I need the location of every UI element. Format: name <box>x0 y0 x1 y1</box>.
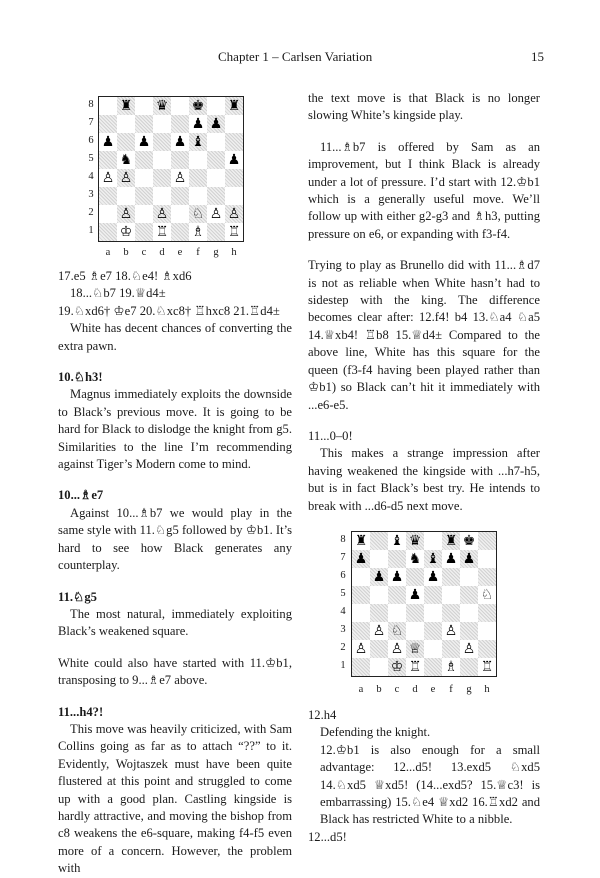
square-e6 <box>424 568 442 586</box>
square-b5 <box>370 586 388 604</box>
file-label: c <box>394 683 400 695</box>
main-move: 11.♘g5 <box>58 589 97 604</box>
square-e2 <box>171 205 189 223</box>
square-f1 <box>442 658 460 676</box>
square-h3 <box>225 187 243 205</box>
square-f4 <box>442 604 460 622</box>
square-g4 <box>207 169 225 187</box>
square-b3 <box>117 187 135 205</box>
square-f3 <box>442 622 460 640</box>
chess-piece: ♙ <box>227 206 241 222</box>
file-labels <box>352 683 496 697</box>
square-b7 <box>370 550 388 568</box>
square-a7 <box>99 115 117 133</box>
rank-label: 2 <box>88 207 94 218</box>
paragraph: The most natural, immediately exploiting Black’s weakened square. <box>58 606 292 639</box>
paragraph: White has decent chances of converting the extra pawn. <box>58 321 292 353</box>
file-label: b <box>376 683 382 695</box>
chess-piece: ♟ <box>444 550 458 567</box>
chess-piece: ♟ <box>173 134 187 150</box>
chess-piece: ♖ <box>155 224 169 240</box>
file-label: d <box>159 247 165 258</box>
file-label: h <box>484 683 490 695</box>
square-h4 <box>478 604 496 622</box>
file-label: f <box>449 683 453 695</box>
square-c4 <box>388 604 406 622</box>
rank-labels <box>338 531 348 675</box>
square-c8 <box>135 97 153 115</box>
chess-piece: ♘ <box>480 586 494 603</box>
square-c6 <box>135 133 153 151</box>
chess-piece: ♟ <box>408 586 422 603</box>
square-g5 <box>460 586 478 604</box>
main-move: 12...d5! <box>308 829 347 844</box>
square-e7 <box>424 550 442 568</box>
rank-label: 8 <box>340 533 346 545</box>
chess-piece: ♛ <box>155 98 169 114</box>
square-a8 <box>99 97 117 115</box>
square-d2 <box>406 640 424 658</box>
chess-piece: ♜ <box>354 532 368 549</box>
square-c8 <box>388 532 406 550</box>
chessboard <box>98 96 244 242</box>
square-g8 <box>460 532 478 550</box>
square-a7 <box>352 550 370 568</box>
paragraph: Defending the knight. <box>320 725 431 740</box>
chess-piece: ♕ <box>408 640 422 657</box>
square-h1 <box>225 223 243 241</box>
square-d5 <box>406 586 424 604</box>
file-label: d <box>412 683 418 695</box>
right-column <box>308 90 540 846</box>
square-c3 <box>388 622 406 640</box>
paragraph: This move was heavily criticized, with Sam Collins going as far as to attach “??” to it. Evidently, Wojtaszek must have been quite flustered at this point and struggled to come up with a good plan. Castling kingside is hardly attractive, and moving the bishop from c8 weakens the e6-square, making f4-f5 even more of a concern. However, the problem with <box>58 721 292 876</box>
chess-piece: ♟ <box>372 568 386 585</box>
chess-piece: ♗ <box>444 658 458 675</box>
square-e8 <box>424 532 442 550</box>
square-d4 <box>153 169 171 187</box>
square-d1 <box>406 658 424 676</box>
chess-piece: ♙ <box>119 206 133 222</box>
left-column <box>58 90 292 878</box>
chess-piece: ♟ <box>390 568 404 585</box>
square-d7 <box>153 115 171 133</box>
square-f6 <box>442 568 460 586</box>
square-b1 <box>117 223 135 241</box>
square-f3 <box>189 187 207 205</box>
chess-piece: ♙ <box>101 170 115 186</box>
square-d1 <box>153 223 171 241</box>
file-label: a <box>105 247 111 258</box>
square-e1 <box>171 223 189 241</box>
square-h3 <box>478 622 496 640</box>
chess-piece: ♚ <box>191 98 205 114</box>
square-a8 <box>352 532 370 550</box>
square-f4 <box>189 169 207 187</box>
square-d8 <box>153 97 171 115</box>
paragraph: Trying to play as Brunello did with 11...♗d7 is not as reliable when White hasn’t had to sidestep with the king. The difference becomes clear after: 12.f4! b4 13.♘a4 ♘a5 14.♕xb4! ♖b8 15.♕d4± Compared to the above line, White has this square for the queen (f3-f4 having been played rather than ♔b1) so Black can’t hit it immediately with ...e6-e5. <box>308 258 540 412</box>
square-b8 <box>370 532 388 550</box>
chess-piece: ♝ <box>390 532 404 549</box>
chess-diagram-2 <box>308 515 540 707</box>
chess-piece: ♘ <box>390 622 404 639</box>
chess-piece: ♘ <box>191 206 205 222</box>
rank-label: 7 <box>88 117 94 128</box>
chess-piece: ♙ <box>390 640 404 657</box>
chapter-title: Chapter 1 – Carlsen Variation <box>218 49 373 64</box>
square-a2 <box>99 205 117 223</box>
square-c2 <box>135 205 153 223</box>
square-d2 <box>153 205 171 223</box>
chess-piece: ♖ <box>480 658 494 675</box>
square-b2 <box>370 640 388 658</box>
chess-piece: ♜ <box>119 98 133 114</box>
rank-labels <box>86 96 96 240</box>
square-b2 <box>117 205 135 223</box>
square-f2 <box>442 640 460 658</box>
square-h6 <box>225 133 243 151</box>
file-label: e <box>430 683 436 695</box>
square-h5 <box>478 586 496 604</box>
square-a5 <box>352 586 370 604</box>
file-label: g <box>466 683 472 695</box>
file-label: e <box>177 247 183 258</box>
square-f8 <box>189 97 207 115</box>
paragraph: 11...♗b7 is offered by Sam as an improvement, but I think Black is already under a lot of pressure. I’d start with 12.♔b1 which is a generally useful move. We’ll follow up with either g2-g3 and ♗h3, putting pressure on e6, or expanding with f3-f4. <box>308 139 540 241</box>
paragraph: Against 10...♗b7 we would play in the same style with 11.♘g5 followed by ♔b1. It’s hard to see how Black generates any counterplay. <box>58 505 292 573</box>
rank-label: 4 <box>88 171 94 182</box>
square-b1 <box>370 658 388 676</box>
square-b8 <box>117 97 135 115</box>
square-a1 <box>352 658 370 676</box>
square-d5 <box>153 151 171 169</box>
square-d6 <box>406 568 424 586</box>
page-header <box>60 48 544 68</box>
chess-piece: ♖ <box>408 658 422 675</box>
chess-piece: ♞ <box>119 152 133 168</box>
main-move: 11...h4?! <box>58 704 104 719</box>
chess-piece: ♙ <box>444 622 458 639</box>
move-line: 18...♘b7 19.♕d4± <box>70 286 166 301</box>
square-a2 <box>352 640 370 658</box>
rank-label: 7 <box>340 551 346 563</box>
move-line: 17.e5 ♗e7 18.♘e4! ♗xd6 <box>58 269 192 283</box>
chess-piece: ♟ <box>354 550 368 567</box>
square-g6 <box>207 133 225 151</box>
square-g8 <box>207 97 225 115</box>
main-move: 11...0–0! <box>308 428 353 443</box>
chess-piece: ♟ <box>209 116 223 132</box>
chess-diagram-1 <box>58 90 292 268</box>
square-c4 <box>135 169 153 187</box>
chess-piece: ♟ <box>101 134 115 150</box>
square-f5 <box>442 586 460 604</box>
square-c1 <box>135 223 153 241</box>
square-f8 <box>442 532 460 550</box>
chess-piece: ♜ <box>444 532 458 549</box>
chess-piece: ♙ <box>354 640 368 657</box>
chess-piece: ♙ <box>372 622 386 639</box>
chess-piece: ♛ <box>408 532 422 549</box>
file-label: c <box>141 247 147 258</box>
square-g1 <box>207 223 225 241</box>
square-a3 <box>99 187 117 205</box>
chess-piece: ♙ <box>173 170 187 186</box>
chess-piece: ♟ <box>191 116 205 132</box>
paragraph: This makes a strange impression after having weakened the kingside with ...h7-h5, but is in fact Black’s best try. He intends to break with ...d6-d5 next move. <box>308 446 540 513</box>
chess-piece: ♔ <box>119 224 133 240</box>
chess-piece: ♟ <box>137 134 151 150</box>
square-g3 <box>207 187 225 205</box>
square-f1 <box>189 223 207 241</box>
square-c3 <box>135 187 153 205</box>
square-c1 <box>388 658 406 676</box>
square-b7 <box>117 115 135 133</box>
square-h1 <box>478 658 496 676</box>
square-e8 <box>171 97 189 115</box>
square-c7 <box>135 115 153 133</box>
rank-label: 2 <box>340 641 346 653</box>
move-line: 19.♘xd6† ♔e7 20.♘xc8† ♖hxc8 21.♖d4± <box>58 303 280 318</box>
square-d3 <box>406 622 424 640</box>
square-g7 <box>460 550 478 568</box>
chess-piece: ♗ <box>191 224 205 240</box>
square-f7 <box>442 550 460 568</box>
square-a1 <box>99 223 117 241</box>
square-d6 <box>153 133 171 151</box>
chessboard <box>351 531 497 677</box>
chess-piece: ♟ <box>426 568 440 585</box>
chess-piece: ♖ <box>227 224 241 240</box>
square-a3 <box>352 622 370 640</box>
main-move: 10...♗e7 <box>58 488 104 503</box>
square-h8 <box>478 532 496 550</box>
square-b3 <box>370 622 388 640</box>
rank-label: 8 <box>88 99 94 110</box>
square-c2 <box>388 640 406 658</box>
rank-label: 6 <box>88 135 94 146</box>
square-c6 <box>388 568 406 586</box>
main-move: 12.h4 <box>308 707 337 722</box>
square-e3 <box>171 187 189 205</box>
square-c5 <box>388 586 406 604</box>
file-label: b <box>123 247 129 258</box>
square-h2 <box>225 205 243 223</box>
square-e4 <box>171 169 189 187</box>
square-h2 <box>478 640 496 658</box>
chess-piece: ♟ <box>462 550 476 567</box>
square-d4 <box>406 604 424 622</box>
square-h4 <box>225 169 243 187</box>
paragraph: 12.♔b1 is also enough for a small advantage: 12...d5! 13.exd5 ♘xd5 14.♘xd5 ♕xd5! (14...exd5? 15.♕c3! is embarrassing) 15.♘e4 ♕xd2 16.♖xd2 and Black has restricted White to a nibble. <box>320 742 540 827</box>
square-b6 <box>117 133 135 151</box>
paragraph: the text move is that Black is no longer slowing White’s kingside play. <box>308 91 540 123</box>
square-g4 <box>460 604 478 622</box>
chess-piece: ♚ <box>462 532 476 549</box>
square-h5 <box>225 151 243 169</box>
square-e7 <box>171 115 189 133</box>
square-c5 <box>135 151 153 169</box>
square-h7 <box>225 115 243 133</box>
square-b4 <box>370 604 388 622</box>
file-label: g <box>213 247 219 258</box>
file-label: h <box>231 247 237 258</box>
square-e5 <box>424 586 442 604</box>
file-label: f <box>196 247 200 258</box>
square-f6 <box>189 133 207 151</box>
chess-piece: ♟ <box>227 152 241 168</box>
square-e6 <box>171 133 189 151</box>
square-h7 <box>478 550 496 568</box>
chess-piece: ♙ <box>119 170 133 186</box>
square-e4 <box>424 604 442 622</box>
square-e3 <box>424 622 442 640</box>
rank-label: 5 <box>340 587 346 599</box>
square-g7 <box>207 115 225 133</box>
square-f7 <box>189 115 207 133</box>
square-b4 <box>117 169 135 187</box>
chess-piece: ♜ <box>227 98 241 114</box>
rank-label: 4 <box>340 605 346 617</box>
square-g3 <box>460 622 478 640</box>
square-g6 <box>460 568 478 586</box>
file-label: a <box>358 683 364 695</box>
square-d3 <box>153 187 171 205</box>
chess-piece: ♞ <box>408 550 422 567</box>
chess-piece: ♔ <box>390 658 404 675</box>
square-b6 <box>370 568 388 586</box>
square-b5 <box>117 151 135 169</box>
rank-label: 3 <box>88 189 94 200</box>
square-a4 <box>99 169 117 187</box>
square-g2 <box>460 640 478 658</box>
file-labels <box>99 246 243 260</box>
square-e5 <box>171 151 189 169</box>
paragraph: Magnus immediately exploits the downside to Black’s previous move. It is going to be hard for Black to dislodge the knight from g5. Similarities to the line I’m recommending against Tiger’s Modern come to mind. <box>58 387 292 472</box>
square-e1 <box>424 658 442 676</box>
square-d7 <box>406 550 424 568</box>
square-h6 <box>478 568 496 586</box>
rank-label: 3 <box>340 623 346 635</box>
chess-piece: ♙ <box>209 206 223 222</box>
square-f2 <box>189 205 207 223</box>
chess-piece: ♝ <box>426 550 440 567</box>
square-h8 <box>225 97 243 115</box>
rank-label: 1 <box>340 659 346 671</box>
paragraph: White could also have started with 11.♔b1, transposing to 9...♗e7 above. <box>58 655 292 688</box>
square-g5 <box>207 151 225 169</box>
square-e2 <box>424 640 442 658</box>
square-a4 <box>352 604 370 622</box>
square-g1 <box>460 658 478 676</box>
chess-piece: ♝ <box>191 134 205 150</box>
square-g2 <box>207 205 225 223</box>
square-a6 <box>352 568 370 586</box>
rank-label: 5 <box>88 153 94 164</box>
page-number: 15 <box>531 49 544 64</box>
square-a6 <box>99 133 117 151</box>
square-a5 <box>99 151 117 169</box>
rank-label: 1 <box>88 225 94 236</box>
rank-label: 6 <box>340 569 346 581</box>
chess-piece: ♙ <box>462 640 476 657</box>
chess-piece: ♙ <box>155 206 169 222</box>
square-d8 <box>406 532 424 550</box>
main-move: 10.♘h3! <box>58 370 103 385</box>
square-f5 <box>189 151 207 169</box>
square-c7 <box>388 550 406 568</box>
